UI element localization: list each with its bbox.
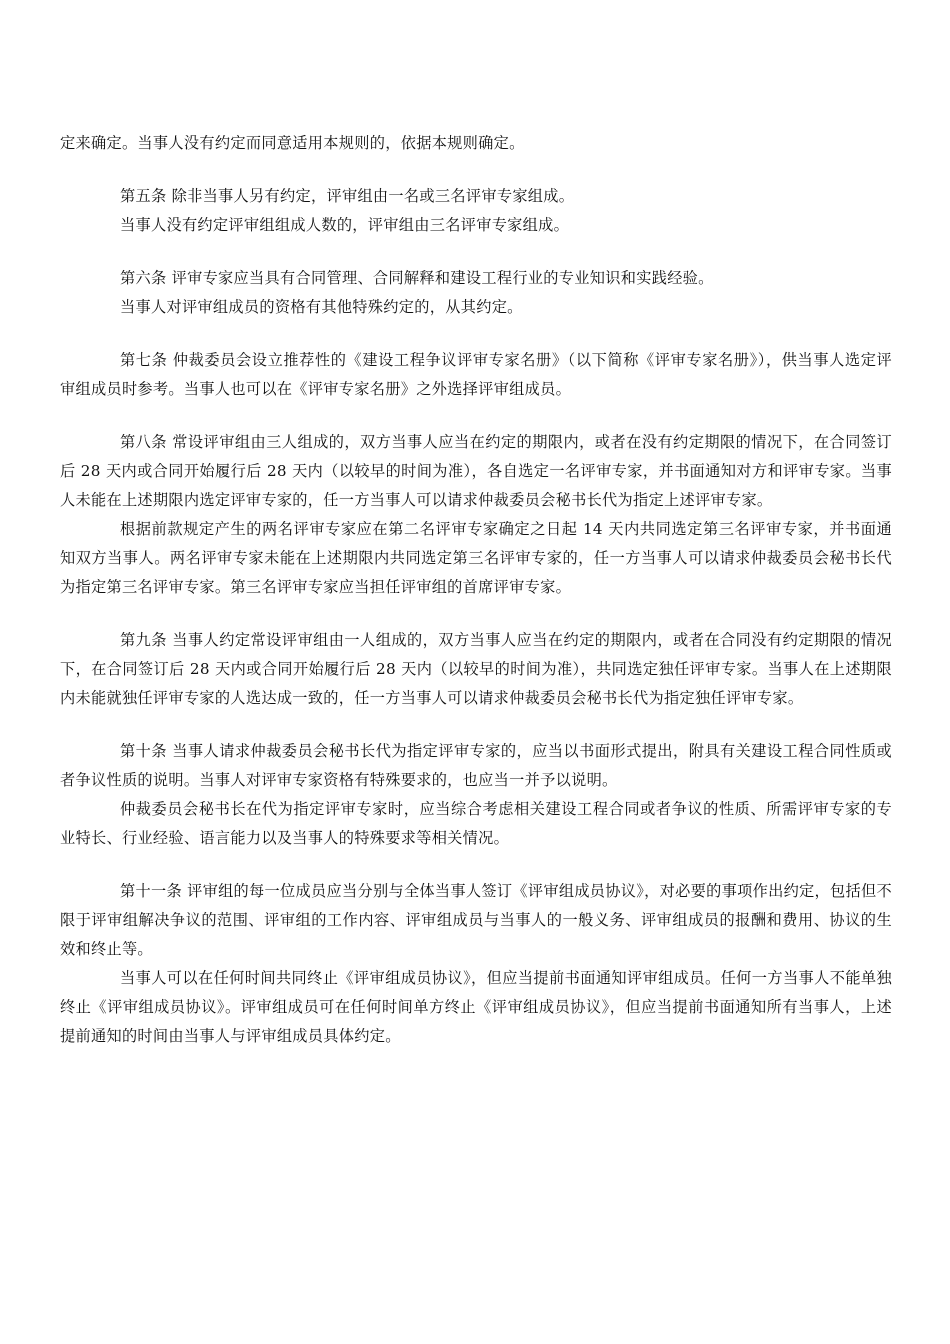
paragraph: 根据前款规定产生的两名评审专家应在第二名评审专家确定之日起 14 天内共同选定第三名评审专家，并书面通知双方当事人。两名评审专家未能在上述期限内共同选定第三名评审专家的，任一方当事人可以请求仲裁委员会秘书长代为指定第三名评审专家。第三名评审专家应当担任评审组的首席评审专家。 (60, 520, 892, 596)
paragraph: 第十一条 评审组的每一位成员应当分别与全体当事人签订《评审组成员协议》，对必要的事项作出约定，包括但不限于评审组解决争议的范围、评审组的工作内容、评审组成员与当事人的一般义务、评审组成员的报酬和费用、协议的生效和终止等。 (60, 882, 892, 958)
paragraph: 仲裁委员会秘书长在代为指定评审专家时，应当综合考虑相关建设工程合同或者争议的性质、所需评审专家的专业特长、行业经验、语言能力以及当事人的特殊要求等相关情况。 (60, 800, 892, 847)
article-5 (60, 182, 892, 240)
paragraph: 第九条 当事人约定常设评审组由一人组成的，双方当事人应当在约定的期限内，或者在合同没有约定期限的情况下，在合同签订后 28 天内或合同开始履行后 28 天内（以较早的时间为准），共同选定独任评审专家。当事人在上述期限内未能就独任评审专家的人选达成一致的，任一方当事人可以请求仲裁委员会秘书长代为指定独任评审专家。 (60, 631, 892, 707)
document-page (60, 129, 892, 1075)
paragraph: 定来确定。当事人没有约定而同意适用本规则的，依据本规则确定。 (60, 134, 525, 152)
paragraph: 第五条 除非当事人另有约定，评审组由一名或三名评审专家组成。 (120, 187, 575, 205)
paragraph: 当事人没有约定评审组组成人数的，评审组由三名评审专家组成。 (120, 216, 570, 234)
paragraph: 第七条 仲裁委员会设立推荐性的《建设工程争议评审专家名册》（以下简称《评审专家名册》），供当事人选定评审组成员时参考。当事人也可以在《评审专家名册》之外选择评审组成员。 (60, 351, 892, 398)
article-9 (60, 626, 892, 713)
article-11 (60, 877, 892, 1051)
paragraph: 第八条 常设评审组由三人组成的，双方当事人应当在约定的期限内，或者在没有约定期限的情况下，在合同签订后 28 天内或合同开始履行后 28 天内（以较早的时间为准），各自选定一名评审专家，并书面通知对方和评审专家。当事人未能在上述期限内选定评审专家的，任一方当事人可以请求仲裁委员会秘书长代为指定上述评审专家。 (60, 433, 892, 509)
article-10 (60, 737, 892, 853)
paragraph: 第十条 当事人请求仲裁委员会秘书长代为指定评审专家的，应当以书面形式提出，附具有关建设工程合同性质或者争议性质的说明。当事人对评审专家资格有特殊要求的，也应当一并予以说明。 (60, 742, 892, 789)
article-8 (60, 428, 892, 602)
article-6 (60, 264, 892, 322)
paragraph: 当事人对评审组成员的资格有其他特殊约定的，从其约定。 (120, 298, 523, 316)
article-7 (60, 346, 892, 404)
section-continuation (60, 129, 892, 158)
paragraph: 当事人可以在任何时间共同终止《评审组成员协议》，但应当提前书面通知评审组成员。任何一方当事人不能单独终止《评审组成员协议》。评审组成员可在任何时间单方终止《评审组成员协议》，但应当提前书面通知所有当事人，上述提前通知的时间由当事人与评审组成员具体约定。 (60, 969, 892, 1045)
paragraph: 第六条 评审专家应当具有合同管理、合同解释和建设工程行业的专业知识和实践经验。 (120, 269, 714, 287)
